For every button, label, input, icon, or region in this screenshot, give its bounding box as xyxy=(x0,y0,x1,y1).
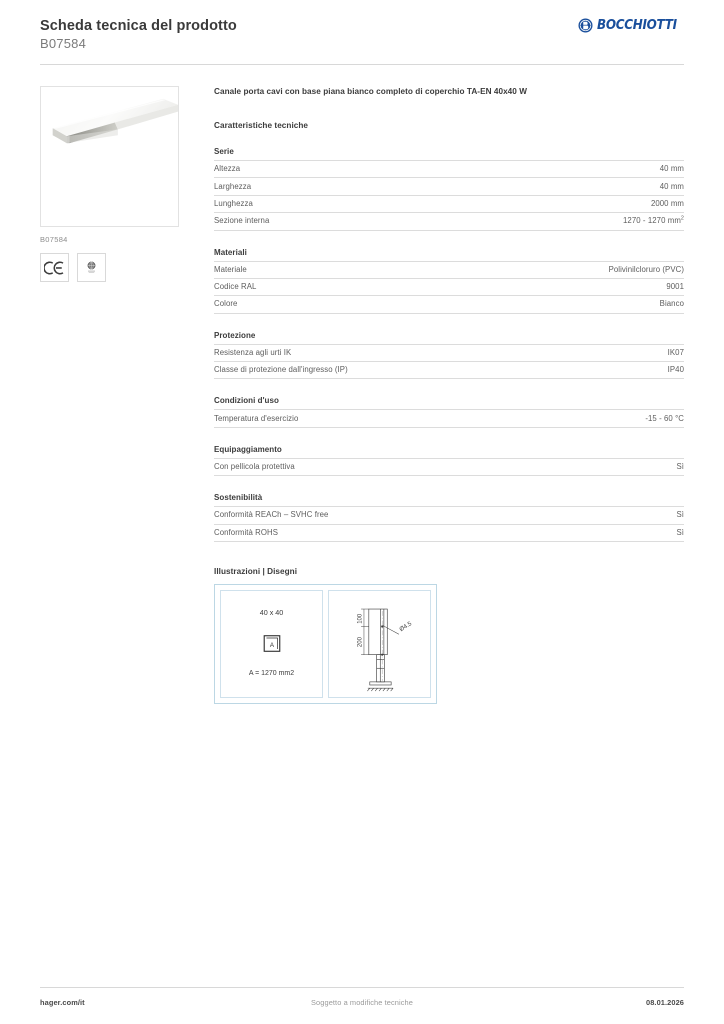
spec-value: Sì xyxy=(676,461,684,471)
footer-website-link[interactable]: hager.com/it xyxy=(40,998,85,1007)
footer-divider xyxy=(40,987,684,988)
table-row xyxy=(214,195,684,212)
cross-section-diagram xyxy=(221,591,322,697)
footer-disclaimer: Soggetto a modifiche tecniche xyxy=(311,998,413,1007)
hole-diameter-label: Ø4.5 xyxy=(398,620,413,633)
table-row xyxy=(214,177,684,194)
drawings-heading: Illustrazioni | Disegni xyxy=(214,566,298,576)
spec-group-materiali xyxy=(214,248,684,314)
globe-emblem-icon xyxy=(83,259,100,276)
spec-group-condizioni-uso xyxy=(214,396,684,427)
spec-group-serie xyxy=(214,147,684,231)
product-code-subtitle: B07584 xyxy=(40,36,87,51)
table-row xyxy=(214,344,684,361)
product-image-caption: B07584 xyxy=(40,235,68,244)
spec-label: Classe di protezione dall'ingresso (IP) xyxy=(214,365,348,375)
spec-value: 40 mm xyxy=(659,164,684,174)
spec-label: Resistenza agli urti IK xyxy=(214,347,292,357)
spec-value: Bianco xyxy=(659,299,684,309)
spec-label: Lunghezza xyxy=(214,198,253,208)
product-description: Canale porta cavi con base piana bianco completo di coperchio TA-EN 40x40 W xyxy=(214,87,527,96)
spec-group-title: Protezione xyxy=(214,330,256,340)
spec-group-title: Serie xyxy=(214,147,234,156)
spec-value: -15 - 60 °C xyxy=(645,413,684,423)
table-row xyxy=(214,361,684,379)
spec-group-title: Condizioni d'uso xyxy=(214,396,279,406)
product-image xyxy=(40,86,179,227)
mounting-hole-diagram xyxy=(329,591,430,697)
spec-value: 40 mm xyxy=(659,181,684,191)
table-row xyxy=(214,278,684,295)
drawing-cross-section xyxy=(220,590,323,698)
spec-group-equipaggiamento xyxy=(214,445,684,476)
footer-row xyxy=(40,998,684,1007)
header-divider xyxy=(40,64,684,65)
table-row xyxy=(214,409,684,427)
table-row xyxy=(214,506,684,523)
spec-label: Temperatura d'esercizio xyxy=(214,413,299,423)
spec-value: 1270 - 1270 $mm^2$ xyxy=(623,215,684,226)
drawings-container xyxy=(214,584,437,704)
brand-logo xyxy=(578,18,684,33)
page-footer xyxy=(40,987,684,1007)
ce-icon xyxy=(44,261,65,275)
spec-value: IP40 xyxy=(667,365,684,375)
table-row xyxy=(214,524,684,542)
spec-group-sostenibilita xyxy=(214,493,684,542)
table-row xyxy=(214,458,684,476)
bocchiotti-emblem-icon xyxy=(578,18,593,33)
cross-section-area-label: A = 1270 mm2 xyxy=(248,669,295,677)
spec-value: Polivinilcloruro (PVC) xyxy=(608,264,684,274)
dimension-label-top: 100 xyxy=(357,613,364,624)
spec-label: Colore xyxy=(214,299,238,309)
table-row xyxy=(214,261,684,278)
spec-value: 9001 xyxy=(666,282,684,292)
product-media-column xyxy=(40,86,181,282)
spec-group-protezione xyxy=(214,331,684,380)
spec-label: Conformità REACh – SVHC free xyxy=(214,510,329,520)
technical-characteristics-heading: Caratteristiche tecniche xyxy=(214,121,309,130)
spec-label: Conformità ROHS xyxy=(214,527,279,537)
spec-group-title: Sostenibilità xyxy=(214,493,263,503)
spec-value: Sì xyxy=(676,527,684,537)
page-content xyxy=(40,64,684,704)
page-header xyxy=(40,0,684,64)
eco-emblem-badge xyxy=(77,253,106,282)
cable-trunking-illustration xyxy=(41,87,178,226)
spec-label: Larghezza xyxy=(214,181,252,191)
spec-value: IK07 xyxy=(667,347,684,357)
table-row xyxy=(214,160,684,177)
dimension-label-bottom: 200 xyxy=(357,636,364,647)
spec-value: Sì xyxy=(676,510,684,520)
spec-value-superscript: 2 xyxy=(680,215,684,222)
footer-date: 08.01.2026 xyxy=(646,998,684,1007)
table-row xyxy=(214,295,684,313)
table-row xyxy=(214,212,684,230)
drawing-mounting-detail xyxy=(328,590,431,698)
spec-label: Materiale xyxy=(214,264,247,274)
cross-section-dimension-label: 40 x 40 xyxy=(259,608,284,617)
certification-badges xyxy=(40,253,181,282)
spec-label: Codice RAL xyxy=(214,282,257,292)
spec-group-title: Materiali xyxy=(214,247,247,257)
spec-label: Altezza xyxy=(214,164,241,174)
product-details-column xyxy=(181,86,684,704)
ce-mark-badge xyxy=(40,253,69,282)
brand-wordmark: BOCCHIOTTI xyxy=(597,18,678,33)
page-title: Scheda tecnica del prodotto xyxy=(40,18,237,34)
cross-section-letter: A xyxy=(269,642,275,650)
spec-group-title: Equipaggiamento xyxy=(214,444,282,454)
spec-value: 2000 mm xyxy=(650,198,684,208)
spec-label: Con pellicola protettiva xyxy=(214,461,295,471)
spec-label: Sezione interna xyxy=(214,216,270,226)
